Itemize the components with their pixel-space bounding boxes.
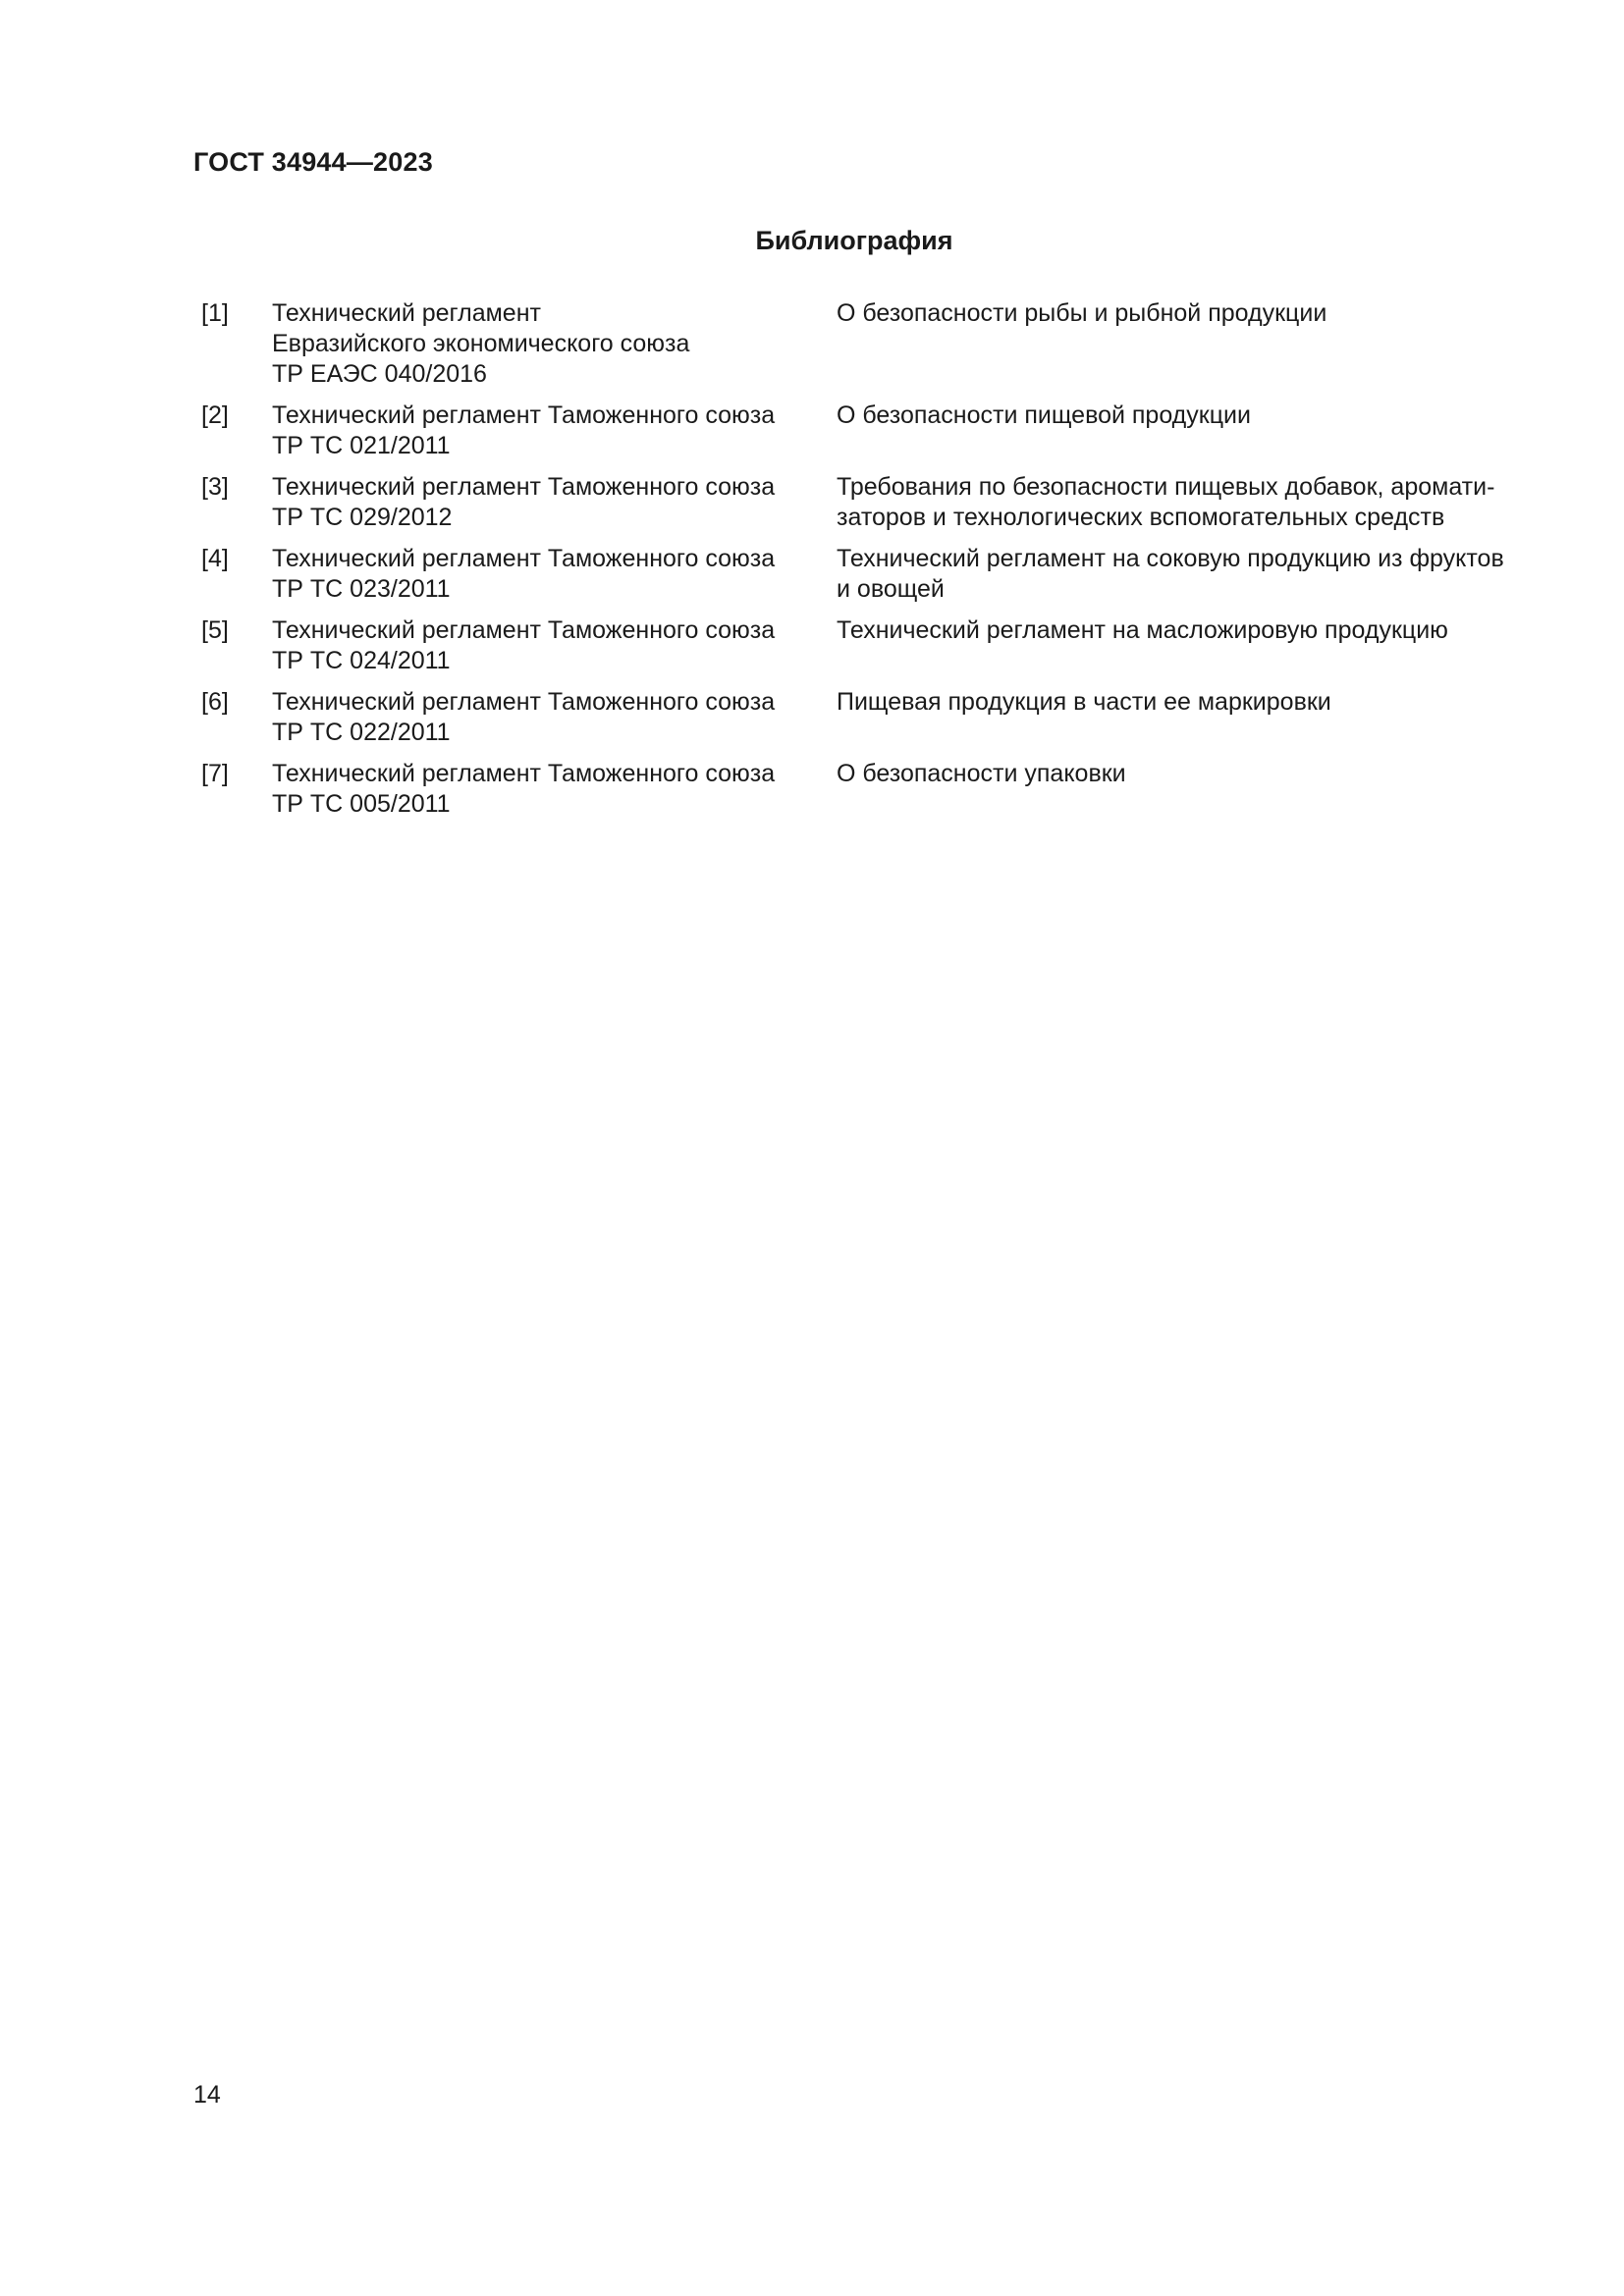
entry-regulation <box>272 472 837 544</box>
bibliography-entry <box>201 400 1517 472</box>
regulation-line: Технический регламент Таможенного союза <box>272 760 776 787</box>
title-line: О безопасности упаковки <box>837 760 1126 787</box>
entry-number: [4] <box>201 545 229 572</box>
title-line: Технический регламент на масложировую продукцию <box>837 616 1448 644</box>
regulation-line: Технический регламент Таможенного союза <box>272 616 776 644</box>
entry-title <box>837 472 1517 544</box>
entry-number: [1] <box>201 299 229 327</box>
entry-number: [6] <box>201 688 229 716</box>
bibliography-entry <box>201 298 1517 400</box>
entry-regulation <box>272 615 837 687</box>
entry-regulation <box>272 544 837 615</box>
document-header: ГОСТ 34944—2023 <box>193 147 433 177</box>
regulation-line: Технический регламент Таможенного союза <box>272 688 776 716</box>
entry-regulation <box>272 298 837 400</box>
title-line: О безопасности пищевой продукции <box>837 401 1251 429</box>
title-line: заторов и технологических вспомогательных средств <box>837 504 1445 531</box>
entry-title <box>837 544 1517 615</box>
regulation-line: ТР ТС 022/2011 <box>272 719 451 746</box>
title-line: О безопасности рыбы и рыбной продукции <box>837 299 1327 327</box>
bibliography-table <box>201 298 1517 830</box>
entry-title <box>837 759 1517 830</box>
regulation-line: ТР ТС 023/2011 <box>272 575 451 603</box>
entry-regulation <box>272 400 837 472</box>
section-title: Библиография <box>755 226 953 255</box>
title-line: Технический регламент на соковую продукцию из фруктов <box>837 545 1504 572</box>
entry-number: [7] <box>201 760 229 787</box>
regulation-line: ТР ТС 029/2012 <box>272 504 453 531</box>
bibliography-list <box>201 298 1517 830</box>
regulation-line: Технический регламент Таможенного союза <box>272 401 776 429</box>
entry-title <box>837 298 1517 400</box>
entry-number: [5] <box>201 616 229 644</box>
bibliography-entry <box>201 615 1517 687</box>
entry-regulation <box>272 759 837 830</box>
entry-number: [2] <box>201 401 229 429</box>
entry-number: [3] <box>201 473 229 501</box>
entry-title <box>837 400 1517 472</box>
title-line: Пищевая продукция в части ее маркировки <box>837 688 1331 716</box>
entry-title <box>837 687 1517 759</box>
bibliography-entry <box>201 544 1517 615</box>
regulation-line: Евразийского экономического союза <box>272 330 690 357</box>
title-line: Требования по безопасности пищевых добавок, аромати- <box>837 473 1495 501</box>
regulation-line: ТР ТС 024/2011 <box>272 647 451 674</box>
regulation-line: Технический регламент Таможенного союза <box>272 545 776 572</box>
bibliography-entry <box>201 687 1517 759</box>
regulation-line: ТР ТС 005/2011 <box>272 790 451 818</box>
regulation-line: Технический регламент Таможенного союза <box>272 473 776 501</box>
title-line: и овощей <box>837 575 945 603</box>
bibliography-entry <box>201 759 1517 830</box>
entry-regulation <box>272 687 837 759</box>
regulation-line: ТР ЕАЭС 040/2016 <box>272 360 487 388</box>
page-number: 14 <box>193 2081 221 2109</box>
regulation-line: ТР ТС 021/2011 <box>272 432 451 459</box>
entry-title <box>837 615 1517 687</box>
regulation-line: Технический регламент <box>272 299 541 327</box>
bibliography-entry <box>201 472 1517 544</box>
